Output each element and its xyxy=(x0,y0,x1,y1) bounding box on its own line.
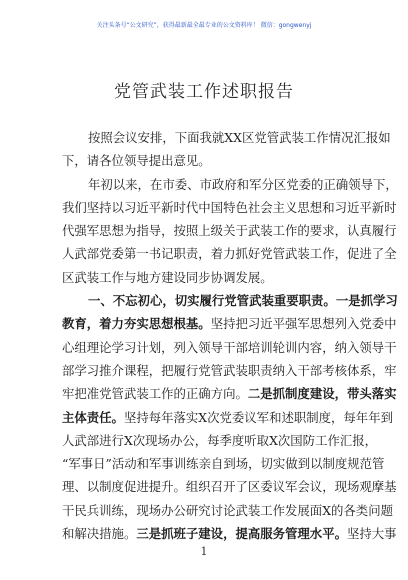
body-line xyxy=(62,522,397,545)
text-run: 我们坚持以习近平新时代中国特色社会主义思想和习近平新时 xyxy=(62,199,397,215)
text-run: 理、以制度促进提升。组织召开了区委议军会议，现场观摩基 xyxy=(62,479,397,495)
text-run: 心组理论学习计划，列入领导干部培训轮训内容，纳入领导干 xyxy=(62,339,397,355)
text-run: 坚持每年落实X次党委议军和述职制度，每年年到 xyxy=(123,409,393,425)
document-body xyxy=(62,126,398,545)
text-run: 代强军思想为指导，按照上级关于武装工作的要求，认真履行 xyxy=(62,223,397,239)
body-line xyxy=(62,266,352,289)
body-line xyxy=(62,359,397,382)
bold-heading-run: 一是抓学习 xyxy=(335,293,398,309)
text-run: 下，请各位领导提出意见。 xyxy=(62,153,211,169)
bold-heading-run: 主体责任。 xyxy=(62,409,124,425)
body-line xyxy=(62,242,397,265)
body-line xyxy=(62,336,397,359)
text-run: 坚持大事 xyxy=(346,526,397,542)
text-run: 坚持把习近平强军思想列入党委中 xyxy=(210,316,397,332)
body-line xyxy=(62,289,398,312)
bold-heading-run: 三是抓班子建设，提高服务管理水平。 xyxy=(136,526,347,542)
body-line xyxy=(62,406,393,429)
body-line xyxy=(62,475,397,498)
body-line xyxy=(62,382,397,405)
body-line xyxy=(62,149,352,172)
body-line xyxy=(62,196,397,219)
text-run: 年初以来，在市委、市政府和军分区党委的正确领导下， xyxy=(88,176,398,192)
body-line xyxy=(62,452,385,475)
text-run: 干民兵训练，现场办公研究讨论武装工作发展面X的各类问题 xyxy=(62,502,393,518)
text-run: 部学习推介课程，把履行党管武装职责纳入干部考核体系，牢 xyxy=(62,362,397,378)
body-line xyxy=(62,173,398,196)
document-title: 党管武装工作述职报告 xyxy=(114,82,294,102)
page-number: 1 xyxy=(200,545,208,558)
bold-heading-run: 二是抓制度建设，带头落实 xyxy=(247,386,397,402)
text-run: “军事日”活动和军事训练亲自到场，切实做到以制度规范管 xyxy=(62,456,385,472)
body-line xyxy=(62,219,397,242)
body-line xyxy=(62,499,393,522)
text-run: 区武装工作与地方建设同步协调发展。 xyxy=(62,269,273,285)
body-line xyxy=(62,429,378,452)
text-run: 和解决措施。 xyxy=(62,526,137,542)
text-run: 牢把准党管武装工作的正确方向。 xyxy=(62,386,248,402)
body-line xyxy=(62,126,391,149)
body-line xyxy=(62,312,397,335)
bold-heading-run: 一、不忘初心，切实履行党管武装重要职责。 xyxy=(88,293,336,309)
bold-heading-run: 教育，着力夯实思想根基。 xyxy=(62,316,211,332)
text-run: 人武部进行X次现场办公，每季度听取X次国防工作汇报， xyxy=(62,432,378,448)
text-run: 人武部党委第一书记职责，着力抓好党管武装工作，促进了全 xyxy=(62,246,397,262)
header-promo-note: 关注头条号“公文研究”，获得最新最全最专业的公文资料库！ 微信：gongwenyj xyxy=(96,22,312,29)
text-run: 按照会议安排，下面我就XX区党管武装工作情况汇报如 xyxy=(88,130,391,145)
